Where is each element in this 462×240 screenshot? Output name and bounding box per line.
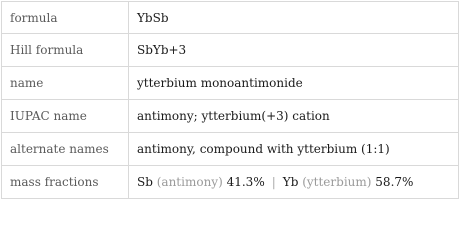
row-value-name: ytterbium monoantimonide [129,67,459,100]
mass-fraction-yb-percent: 58.7% [375,175,414,189]
row-label-hill-formula: Hill formula [2,34,129,67]
row-value-formula: YbSb [129,2,459,34]
row-value-iupac-name: antimony; ytterbium(+3) cation [129,100,459,133]
mass-fraction-yb-symbol: Yb [282,175,299,189]
mass-fraction-sb-percent: 41.3% [226,175,265,189]
row-label-iupac-name: IUPAC name [2,100,129,133]
row-label-formula: formula [2,2,129,34]
row-label-mass-fractions: mass fractions [2,166,129,199]
properties-table [1,1,459,199]
mass-fraction-sb-element: (antimony) [156,175,223,189]
row-label-alternate-names: alternate names [2,133,129,166]
table-row [2,166,459,199]
mass-fraction-yb-element: (ytterbium) [302,175,372,189]
table-row [2,100,459,133]
table-row [2,2,459,34]
table-row [2,67,459,100]
row-value-mass-fractions [129,166,459,199]
row-value-alternate-names: antimony, compound with ytterbium (1:1) [129,133,459,166]
mass-fraction-separator: | [271,175,276,189]
row-value-hill-formula: SbYb+3 [129,34,459,67]
table-row [2,34,459,67]
row-label-name: name [2,67,129,100]
mass-fraction-sb-symbol: Sb [137,175,153,189]
table-row [2,133,459,166]
